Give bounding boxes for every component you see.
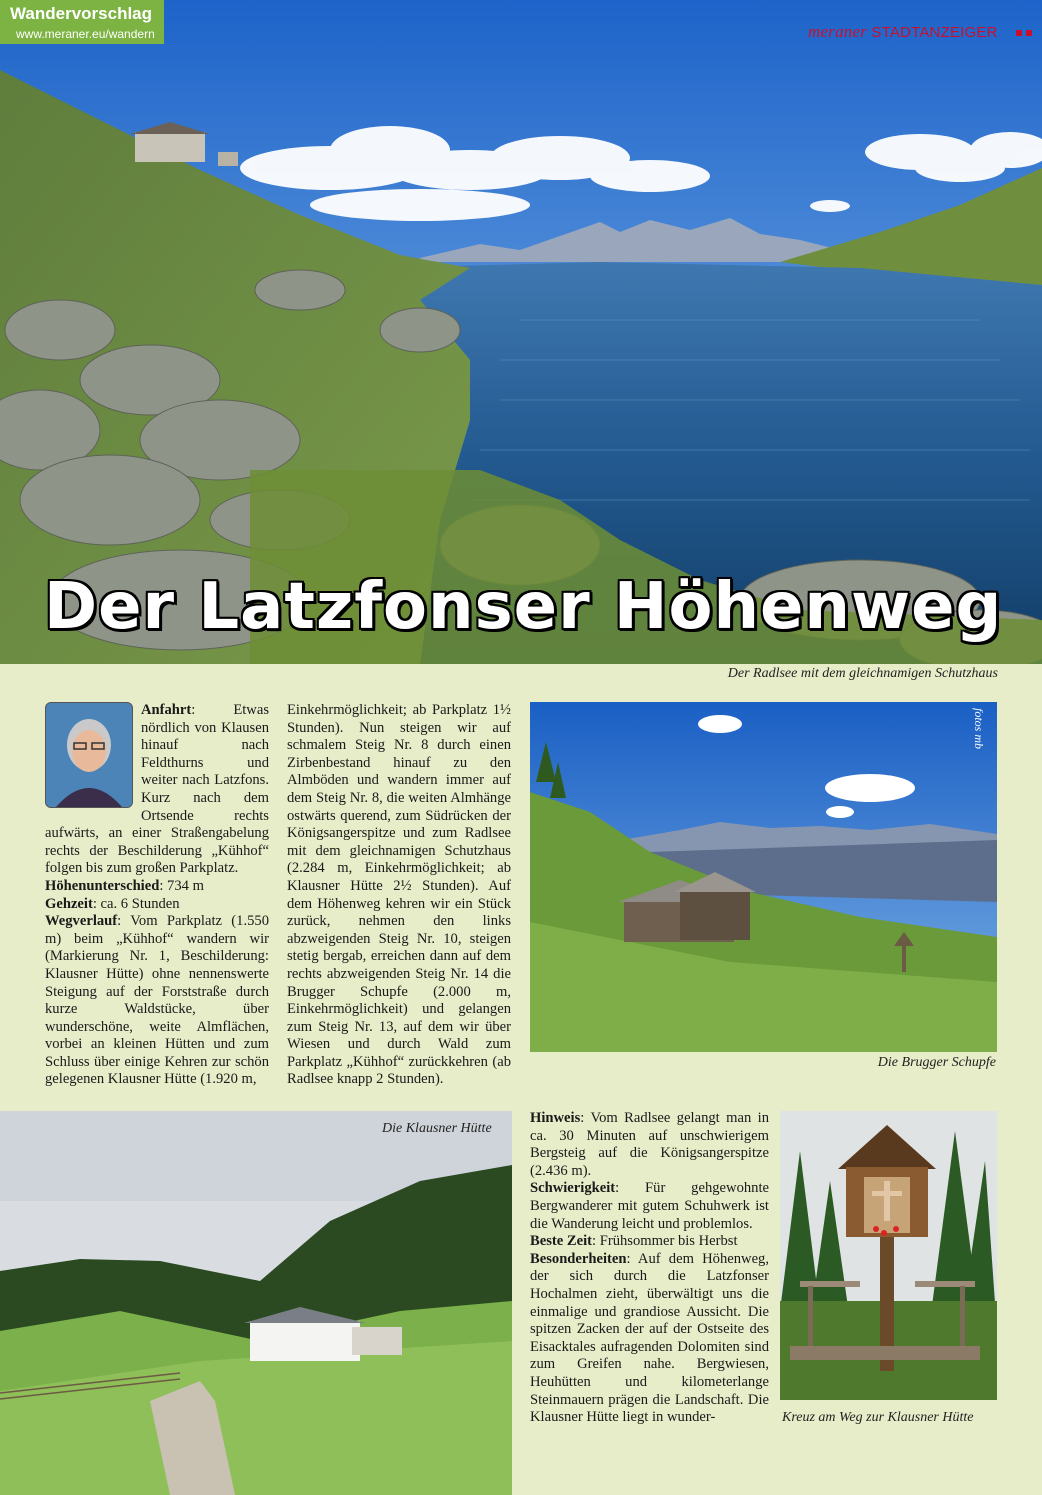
publication-masthead	[808, 22, 1032, 44]
column-1	[45, 702, 269, 1089]
brugger-caption: Die Brugger Schupfe	[877, 1055, 996, 1070]
photo-credit	[968, 708, 986, 778]
text-hinweis: : Vom Radlsee gelangt man in ca. 30 Minuten auf unschwierigem Bergsteig auf die Königsangerspitze (2.436 m).	[530, 1110, 769, 1179]
text-hoehe: : 734 m	[159, 877, 204, 894]
label-hoehe: Höhenunterschied	[45, 877, 160, 894]
label-wegverlauf: Wegverlauf	[45, 913, 118, 930]
photo-wayside-cross	[780, 1111, 997, 1400]
text-beste-zeit: : Frühsommer bis Herbst	[592, 1233, 738, 1250]
publication-name: STADTANZEIGER	[871, 24, 998, 41]
paragraph-hinweis	[530, 1110, 769, 1180]
paragraph-col2: Einkehrmöglichkeit; ab Parkplatz 1½ Stunden). Nun steigen wir auf schmalem Steig Nr. 8 durch einen Zirbenbestand hinauf zu den Almböden und wandern immer auf dem Steig Nr. 8, die weiten Almhänge ostwärts querend, zum Südrücken der Königsangerspitze und zum Radlsee mit dem gleichnamigen Schutzhaus (2.284 m, Einkehrmöglichkeit; ab Klausner Hütte 2½ Stunden). Auf dem Höhenweg kehren wir ein Stück zurück, nehmen den links abzweigenden Steig Nr. 10, steigen stetig bergab, erreichen dann auf dem rechts abzweigenden Steig Nr. 14 die Brugger Schupfe (2.000 m, Einkehrmöglichkeit) und gelangen zum Steig Nr. 13, auf dem wir über Wiesen und durch Wald zum Parkplatz „Kühhof“ zurückkehren (ab Radlsee knapp 2 Stunden).	[287, 702, 511, 1088]
paragraph-beste-zeit	[530, 1233, 769, 1251]
text-anfahrt: : Etwas nördlich von Klausen hinauf nach Feldthurns und weiter nach Latzfons. Kurz nach dem Ortsende rechts aufwärts, an einer Straßengabelung rechts der Beschilderung „Kühhof“ folgen bis zum großen Parkplatz.	[45, 702, 269, 877]
paragraph-schwierigkeit	[530, 1180, 769, 1233]
photo-klausner-huette	[0, 1111, 512, 1495]
photo-brugger-schupfe	[530, 702, 997, 1052]
text-schwierigkeit: : Für gehgewohnte Bergwanderer mit gutem Schuhwerk ist die Wanderung leicht und problemlos.	[530, 1180, 769, 1232]
section-tag	[0, 0, 164, 44]
paragraph-wegverlauf	[45, 913, 269, 1089]
column-2	[287, 702, 511, 1089]
section-label: Wandervorschlag	[10, 4, 153, 23]
photo-credit-text: fotos mb	[972, 708, 986, 750]
klausner-caption: Die Klausner Hütte	[382, 1121, 492, 1136]
text-gehzeit: : ca. 6 Stunden	[92, 895, 180, 912]
cross-caption: Kreuz am Weg zur Klausner Hütte	[782, 1410, 974, 1425]
label-schwierigkeit: Schwierigkeit	[530, 1180, 616, 1197]
paragraph-gehzeit	[45, 896, 269, 914]
text-wegverlauf: : Vom Parkplatz (1.550 m) beim „Kühhof“ wandern wir (Markierung Nr. 1, Beschilderung: Klausner Hütte) ohne nennenswerte Steigung auf der Forststraße durch kurze Waldstücke, über wunderschöne, weite Almflächen, vorbei an kleinen Hütten und zum Schluss über einige Kehren zur schön gelegenen Klausner Hütte (1.920 m,	[45, 913, 269, 1088]
brand-name: meraner	[808, 22, 868, 41]
portrait-spacer	[45, 702, 141, 808]
text-besonderheiten: : Auf dem Höhenweg, der sich durch die Latzfonser Hochalmen zieht, überwältigt uns die einmalige und grandiose Aussicht. Die spitzen Zacken der auf der Ostseite des Eisacktales aufragenden Dolomiten sind zum Greifen nahe. Bergwiesen, Heuhütten und kilometerlange Steinmauern prägen die Landschaft. Die Klausner Hütte liegt in wunder-	[530, 1250, 769, 1426]
article-title: Der Latzfonser Höhenweg	[44, 570, 1003, 644]
label-besonderheiten: Besonderheiten	[530, 1250, 627, 1267]
paragraph-hoehe	[45, 878, 269, 896]
label-gehzeit: Gehzeit	[45, 895, 93, 912]
label-hinweis: Hinweis	[530, 1110, 581, 1126]
column-3	[530, 1110, 769, 1427]
label-beste-zeit: Beste Zeit	[530, 1233, 593, 1250]
section-url[interactable]: www.meraner.eu/wandern	[16, 27, 155, 41]
paragraph-besonderheiten	[530, 1251, 769, 1427]
label-anfahrt: Anfahrt	[141, 702, 192, 718]
hero-photo-radlsee	[0, 0, 1042, 664]
hero-caption: Der Radlsee mit dem gleichnamigen Schutzhaus	[727, 666, 998, 681]
masthead-dots	[1012, 24, 1032, 41]
